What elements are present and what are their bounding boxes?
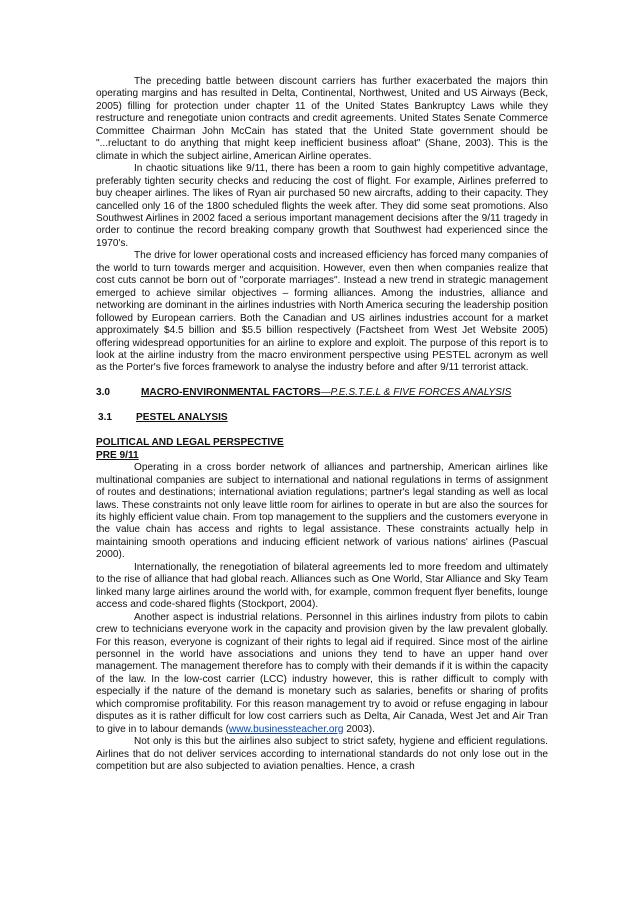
political-paragraph-1: Operating in a cross border network of alliances and partnership, American airlines like multinational companies are subject to international and national regulations in terms of assignment of routes and destinations; international aviation regulations; partner's legal standing as well as local laws. These constraints not only leave little room for airlines to operate in but are also the sources for its highly efficient value chain. From top management to the suppliers and the customers everyone in the value chain has access and rights to legal assistance. These constraints actually help in maintaining smooth operations and inducing efficient network of various nations' airlines (Pascual 2000). bbox=[96, 462, 548, 561]
section-number: 3.0 bbox=[96, 387, 111, 399]
section-title: PESTEL ANALYSIS bbox=[136, 412, 228, 424]
section-subtitle: —P.E.S.T.E.L & FIVE FORCES ANALYSIS bbox=[320, 387, 512, 399]
intro-paragraph-3: The drive for lower operational costs and increased efficiency has forced many companies of the world to turn towards merger and acquisition. However, even then when companies realize that cost cuts cannot be born out of "corporate marriages". Instead a new trend in strategic management emerged to achieve similar objectives – forming alliances. Among the industries, alliance and networking are dominant in the airlines industries with North America securing the leadership position followed by European carriers. Both the Canadian and US airlines industries account for a market approximately $4.5 billion and $5.5 billion respectively (Factsheet from West Jet Website 2005) offering widespread opportunities for an airline to explore and exploit. The purpose of this report is to look at the airline industry from the macro environment perspective using PESTEL acronym as well as the Porter's five forces framework to analyse the industry before and after 9/11 terrorist attack. bbox=[96, 250, 548, 374]
spacer bbox=[96, 400, 548, 413]
political-heading: POLITICAL AND LEGAL PERSPECTIVE bbox=[96, 437, 284, 449]
section-number: 3.1 bbox=[98, 412, 113, 424]
political-paragraph-4: Not only is this but the airlines also subject to strict safety, hygiene and efficient regulations. Airlines that do not deliver services according to international standards do not only lose out in the competition but are also subjected to aviation penalties. Hence, a crash bbox=[96, 736, 548, 773]
pre-911-heading: PRE 9/11 bbox=[96, 449, 139, 461]
spacer bbox=[96, 425, 548, 438]
political-paragraph-2: Internationally, the renegotiation of bilateral agreements led to more freedom and ultimately to the rise of alliance that had global reach. Alliances such as One World, Star Alliance and Sky Team linked many large airlines around the world with, for example, common frequent flyer benefits, lounge access and code-shared flights (Stockport, 2004). bbox=[96, 561, 548, 611]
paragraph-text: 2003). bbox=[343, 723, 375, 735]
section-heading-3-0 bbox=[96, 387, 548, 399]
section-title: MACRO-ENVIRONMENTAL FACTORS bbox=[141, 387, 321, 399]
intro-paragraph-2: In chaotic situations like 9/11, there has been a room to gain highly competitive advantage, preferably tighten security checks and reducing the cost of flight. For example, Airlines preferred to buy cheaper airlines. The likes of Ryan air purchased 50 new aircrafts, adding to their capacity. They cancelled only 16 of the 1800 scheduled flights the week after. They did some seat promotions. Also Southwest Airlines in 2002 faced a serious important management decisions after the 9/11 tragedy in order to continue the record breaking company growth that Southwest had experienced since the 1970's. bbox=[96, 163, 548, 249]
businessteacher-link[interactable]: www.businessteacher.org bbox=[228, 723, 344, 735]
spacer bbox=[96, 375, 548, 388]
section-heading-3-1 bbox=[96, 412, 548, 424]
paragraph-text: Another aspect is industrial relations. Personnel in this airlines industry from pilots to cabin crew to technicians everyone work in the capacity and provision given by the law prevalent globally. For this reason, everyone is cognizant of their rights to legal aid if required. Since most of the airline personnel in the world have associations and unions they tend to have an upper hand over management. The management therefore has to comply with their demands if it is within the capacity of the law. In the low-cost carrier (LCC) industry however, this is rather difficult to comply with especially if the nature of the demand is monetary such as salaries, benefits or sharing of profits which compromise profitability. For this reason management try to avoid or refuse engaging in labour disputes as it is rather difficult for low cost carriers such as Delta, Air Canada, West Jet and Air Tran to give in to labour demands ( bbox=[96, 611, 548, 735]
political-paragraph-3 bbox=[96, 612, 548, 737]
intro-paragraph-1: The preceding battle between discount carriers has further exacerbated the majors thin operating margins and has resulted in Delta, Continental, Northwest, United and US Airways (Beck, 2005) filling for protection under chapter 11 of the United States Bankruptcy Laws while they restructure and renegotiate union contracts and credit agreements. United States Senate Commerce Committee Chairman John McCain has stated that the United State government should be "...reluctant to do anything that might keep inefficient business afloat" (Shane, 2003). This is the climate in which the subject airline, American Airline operates. bbox=[96, 76, 548, 162]
